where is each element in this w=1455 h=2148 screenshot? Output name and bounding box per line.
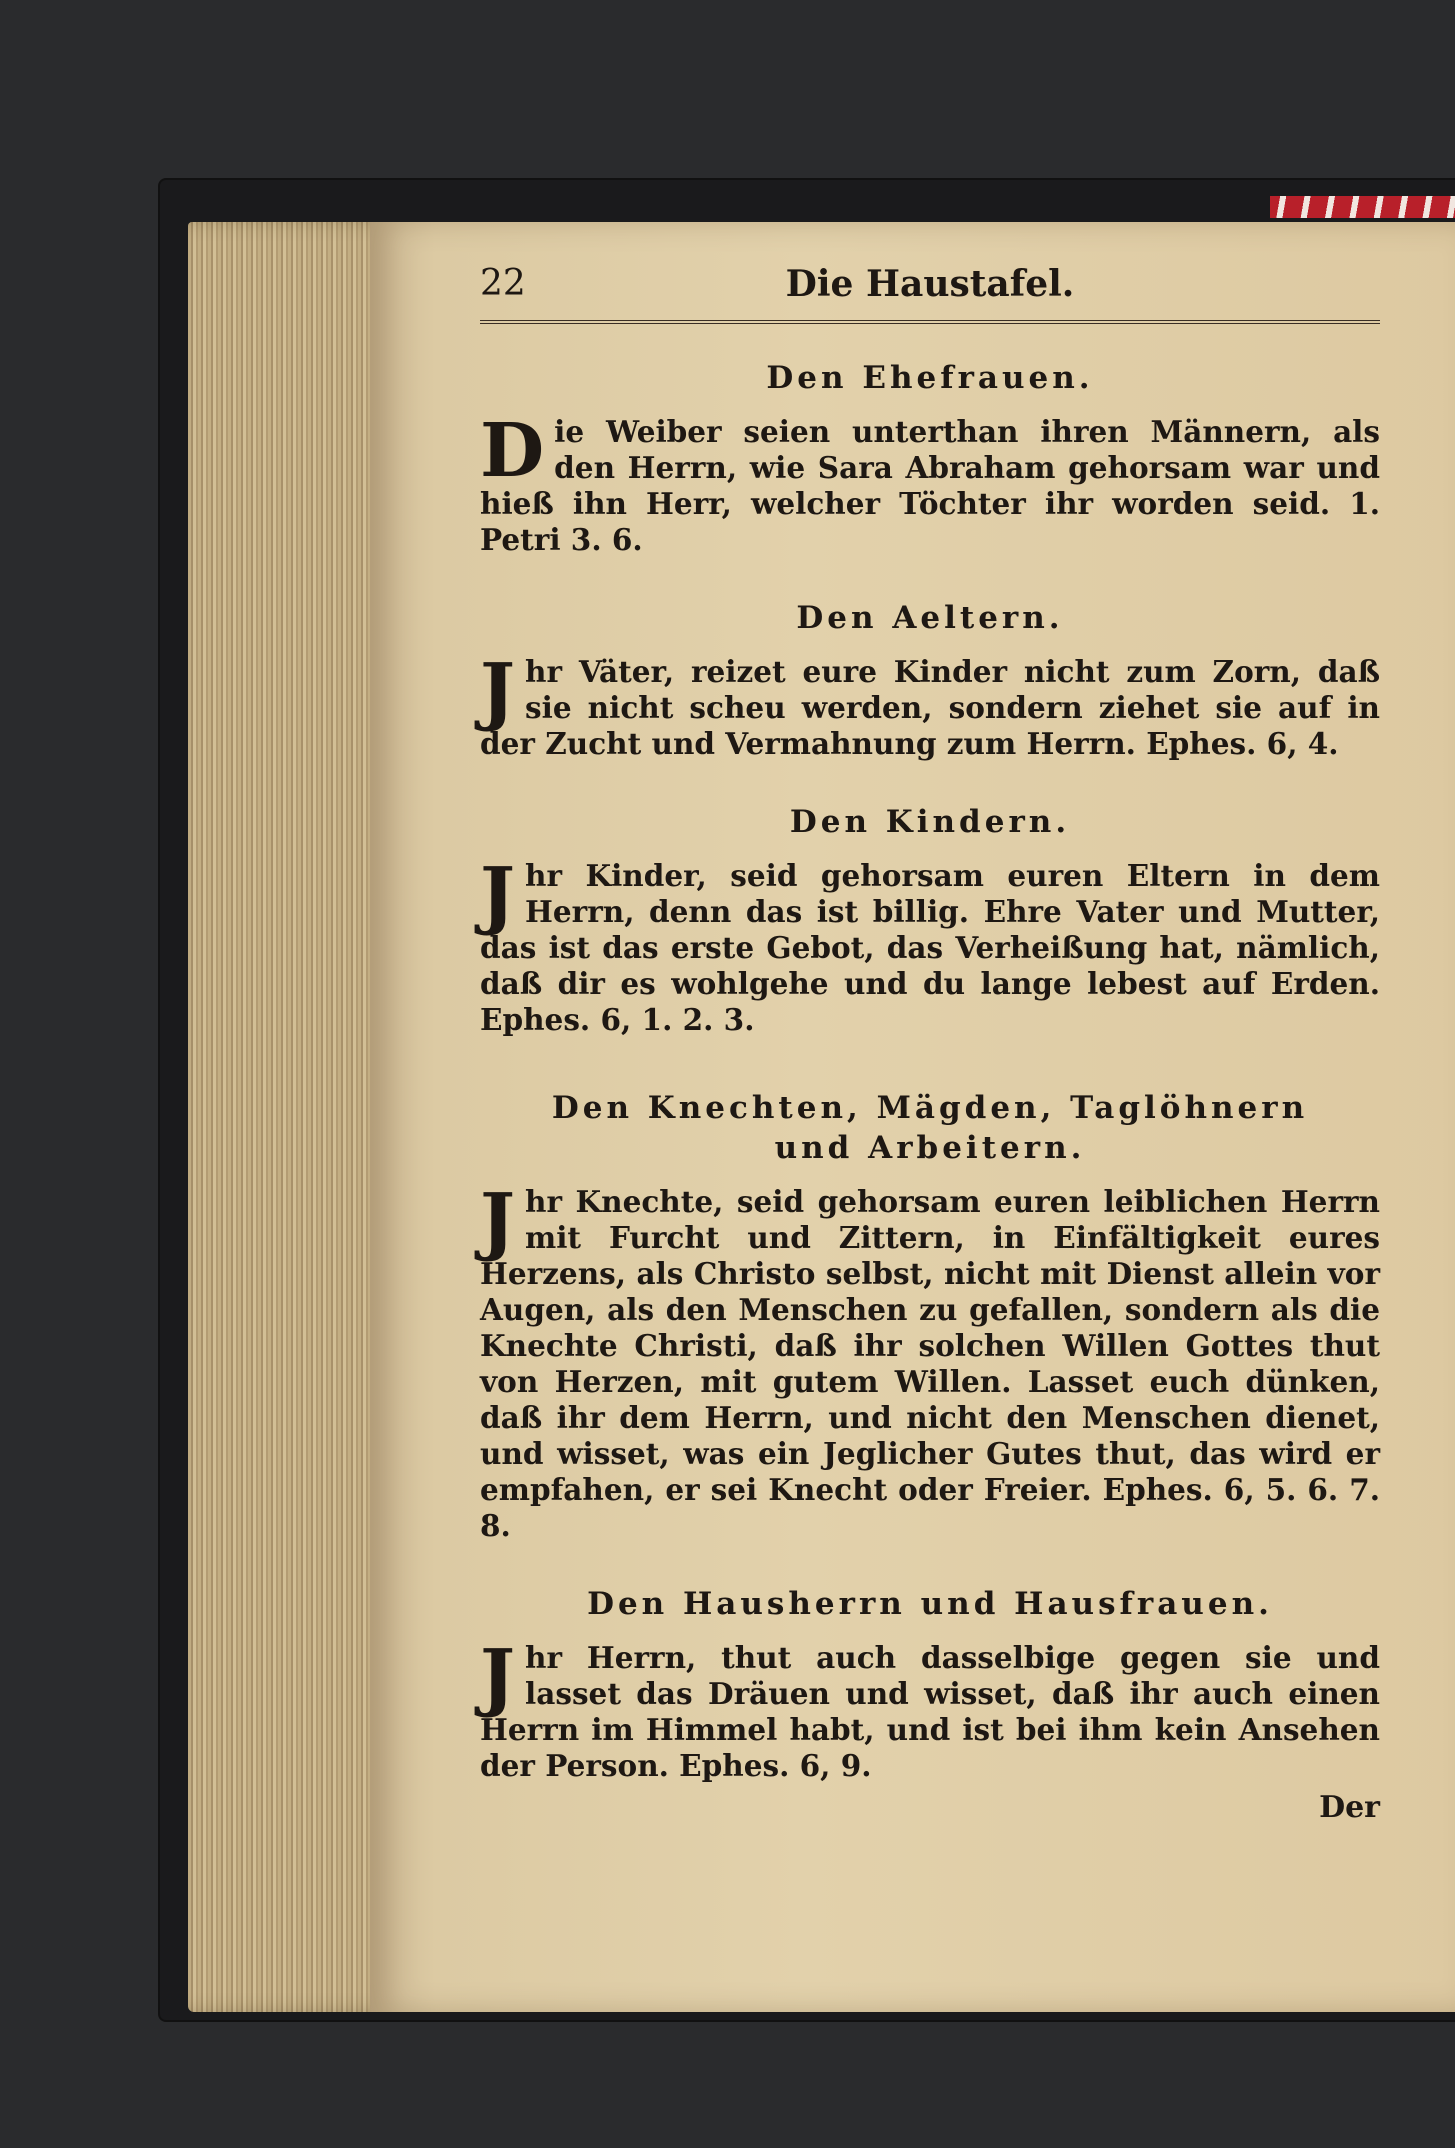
section-title-line: Den Knechten, Mägden, Taglöhnern [551,1090,1309,1126]
book-headband [1270,196,1455,218]
catchword: Der [1319,1790,1380,1825]
page-number: 22 [480,263,526,304]
section-title [480,1088,1380,1168]
section-paragraph [480,408,1380,558]
section-title: Den Hausherrn und Hausfrauen. [587,1586,1273,1622]
page-header [480,258,1380,324]
section-title: Den Aeltern. [796,600,1064,636]
drop-cap: J [480,1634,516,1720]
section-title: Den Kindern. [789,804,1071,840]
drop-cap: J [480,1178,516,1264]
paragraph-text: hr Herrn, thut auch dasselbige gegen sie und lasset das Dräuen und wisset, daß ihr auch einen Herrn im Himmel habt, und ist bei ihm kein Ansehen der Person. Ephes. 6, 9. [480,1640,1380,1783]
paragraph-text: hr Kinder, seid gehorsam euren Eltern in dem Herrn, denn das ist billig. Ehre Vater und Mutter, das ist das erste Gebot, das Verheißung hat, nämlich, daß dir es wohlgehe und du lange lebest auf Erden. Ephes. 6, 1. 2. 3. [480,858,1380,1037]
drop-cap: D [480,408,545,494]
paragraph-text: hr Väter, reizet eure Kinder nicht zum Zorn, daß sie nicht scheu werden, sondern ziehet sie auf in der Zucht und Vermahnung zum Herrn. Ephes. 6, 4. [480,654,1380,761]
section-paragraph [480,852,1380,1038]
paragraph-text: hr Knechte, seid gehorsam euren leiblichen Herrn mit Furcht und Zittern, in Einfältigkeit eures Herzens, als Christo selbst, nicht mit Dienst allein vor Augen, als den Menschen zu gefallen, sondern als die Knechte Christi, daß ihr solchen Willen Gottes thut von Herzen, mit gutem Willen. Lasset euch dünken, daß ihr dem Herrn, und nicht den Menschen dienet, und wisset, was ein Jeglicher Gutes thut, das wird er empfahen, er sei Knecht oder Freier. Ephes. 6, 5. 6. 7. 8. [480,1184,1380,1543]
paragraph-text: ie Weiber seien unterthan ihren Männern, als den Herrn, wie Sara Abraham gehorsam war und hieß ihn Herr, welcher Töchter ihr worden seid. 1. Petri 3. 6. [480,414,1380,557]
running-title: Die Haustafel. [785,263,1075,305]
drop-cap: J [480,852,516,938]
section-title: Den Ehefrauen. [766,360,1094,396]
section-title-line: und Arbeitern. [774,1130,1086,1166]
section-paragraph [480,648,1380,762]
drop-cap: J [480,648,516,734]
section-paragraph [480,1634,1380,1784]
page-text [480,258,1380,1825]
section-paragraph [480,1178,1380,1544]
